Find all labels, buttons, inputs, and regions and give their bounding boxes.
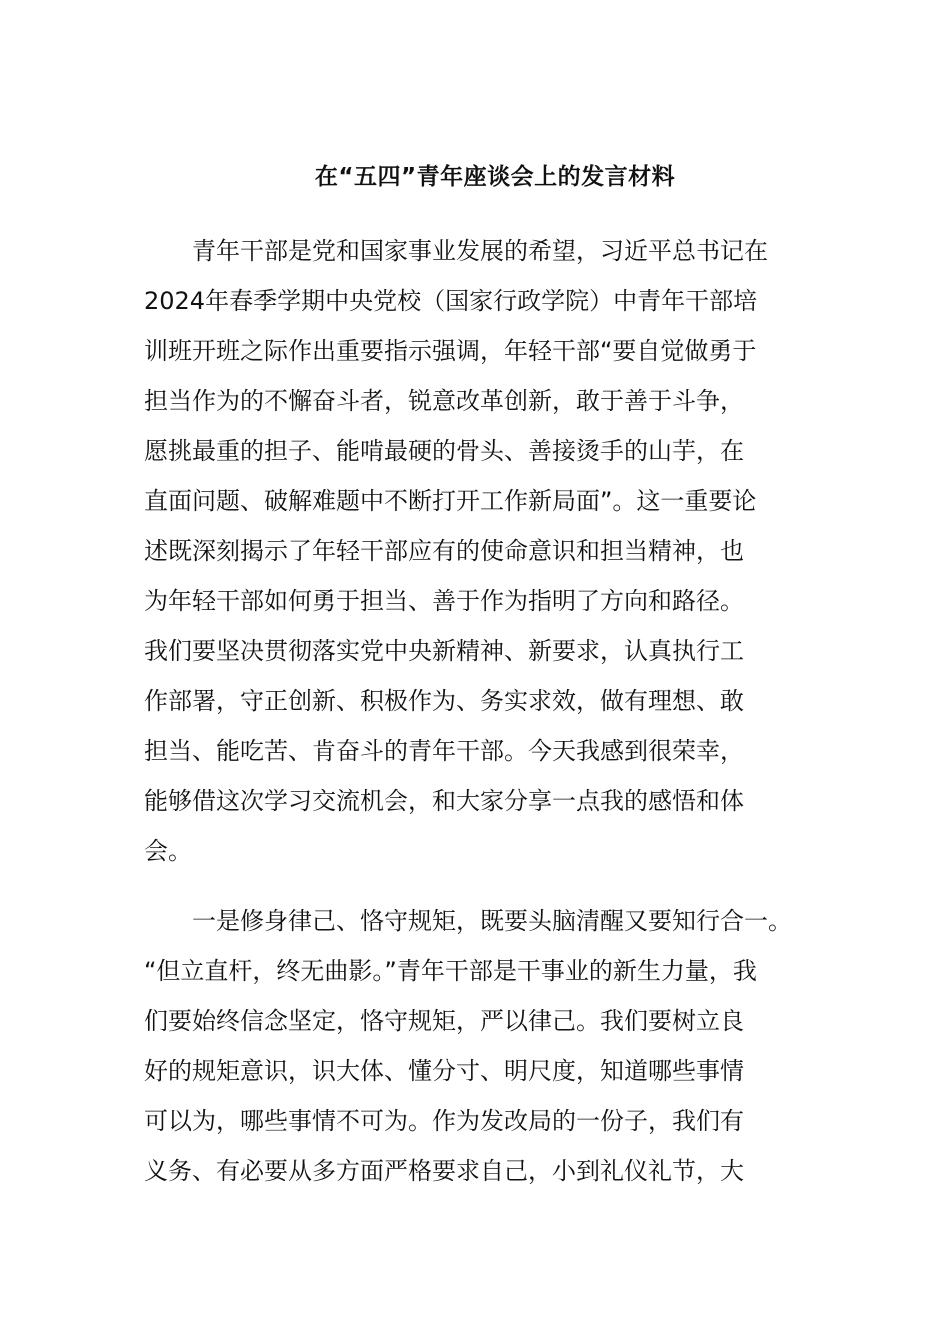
paragraph-line: 训班开班之际作出重要指示强调，年轻干部“要自觉做勇于	[144, 337, 757, 365]
paragraph-line: 义务、有必要从多方面严格要求自己，小到礼仪礼节，大	[144, 1157, 744, 1185]
paragraph-line: 好的规矩意识，识大体、懂分寸、明尺度，知道哪些事情	[144, 1057, 744, 1085]
paragraph-line: 述既深刻揭示了年轻干部应有的使命意识和担当精神，也	[144, 537, 744, 565]
paragraph-line: 一是修身律己、恪守规矩，既要头脑清醒又要知行合一。	[144, 907, 792, 935]
paragraph-line: “但立直杆，终无曲影。”青年干部是干事业的新生力量，我	[144, 957, 757, 985]
paragraph-line: 们要始终信念坚定，恪守规矩，严以律己。我们要树立良	[144, 1007, 744, 1035]
paragraph-1	[144, 226, 844, 876]
paragraph-line: 会。	[144, 837, 192, 865]
document-title: 在“五四”青年座谈会上的发言材料	[314, 164, 676, 190]
paragraph-line: 能够借这次学习交流机会，和大家分享一点我的感悟和体	[144, 787, 744, 815]
paragraph-line: 可以为，哪些事情不可为。作为发改局的一份子，我们有	[144, 1107, 744, 1135]
paragraph-line: 我们要坚决贯彻落实党中央新精神、新要求，认真执行工	[144, 637, 744, 665]
paragraph-line: 担当作为的不懈奋斗者，锐意改革创新，敢于善于斗争，	[144, 387, 744, 415]
paragraph-2	[144, 896, 844, 1196]
paragraph-line: 为年轻干部如何勇于担当、善于作为指明了方向和路径。	[144, 587, 744, 615]
paragraph-line: 作部署，守正创新、积极作为、务实求效，做有理想、敢	[144, 687, 744, 715]
paragraph-line: 担当、能吃苦、肯奋斗的青年干部。今天我感到很荣幸，	[144, 737, 744, 765]
paragraph-line: 愿挑最重的担子、能啃最硬的骨头、善接烫手的山芋，在	[144, 437, 744, 465]
paragraph-line: 直面问题、破解难题中不断打开工作新局面”。这一重要论	[144, 487, 757, 515]
paragraph-line: 2024年春季学期中央党校（国家行政学院）中青年干部培	[144, 287, 758, 315]
paragraph-line: 青年干部是党和国家事业发展的希望，习近平总书记在	[144, 237, 768, 265]
